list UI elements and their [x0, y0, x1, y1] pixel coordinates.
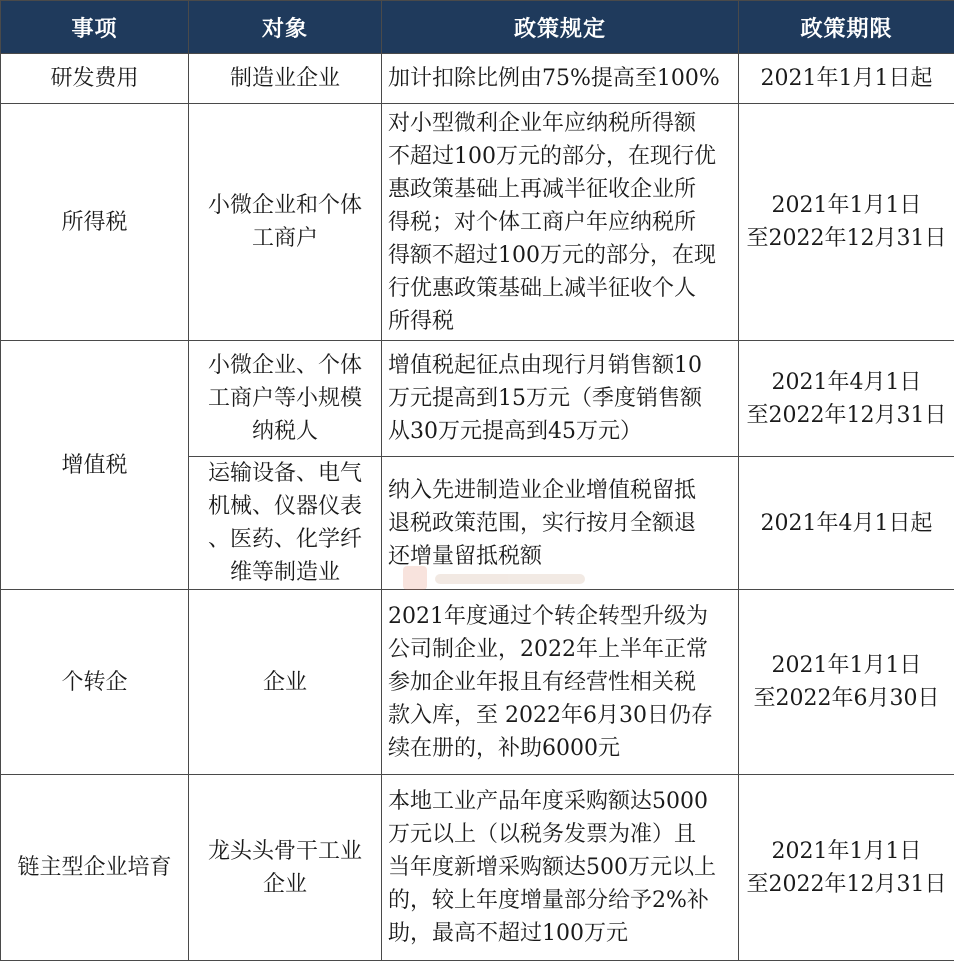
table-row-conversion	[1, 590, 954, 775]
cell-period-vat-1: 2021年4月1日 至2022年12月31日	[739, 341, 954, 457]
cell-policy-conversion: 2021年度通过个转企转型升级为 公司制企业，2022年上半年正常 参加企业年报且有经营性相关税 款入库，至 2022年6月30日仍存 续在册的，补助6000元	[382, 590, 739, 775]
cell-period-income-tax: 2021年1月1日 至2022年12月31日	[739, 104, 954, 341]
header-target: 对象	[189, 1, 382, 54]
cell-period-chain: 2021年1月1日 至2022年12月31日	[739, 775, 954, 961]
cell-target-income-tax: 小微企业和个体 工商户	[189, 104, 382, 341]
header-row	[1, 1, 954, 54]
cell-policy-chain: 本地工业产品年度采购额达5000 万元以上（以税务发票为准）且 当年度新增采购额达500万元以上 的，较上年度增量部分给予2%补 助，最高不超过100万元	[382, 775, 739, 961]
cell-period-vat-2: 2021年4月1日起	[739, 457, 954, 590]
cell-target-conversion: 企业	[189, 590, 382, 775]
cell-target-chain: 龙头头骨干工业 企业	[189, 775, 382, 961]
header-policy: 政策规定	[382, 1, 739, 54]
cell-item-income-tax: 所得税	[1, 104, 189, 341]
cell-period-conversion: 2021年1月1日 至2022年6月30日	[739, 590, 954, 775]
cell-policy-income-tax: 对小型微利企业年应纳税所得额 不超过100万元的部分，在现行优 惠政策基础上再减半征收企业所 得税；对个体工商户年应纳税所 得额不超过100万元的部分，在现 行优惠政策基础上减半征收个人 所得税	[382, 104, 739, 341]
cell-policy-vat-1: 增值税起征点由现行月销售额10 万元提高到15万元（季度销售额 从30万元提高到45万元）	[382, 341, 739, 457]
header-period: 政策期限	[739, 1, 954, 54]
cell-target-rd: 制造业企业	[189, 54, 382, 104]
cell-period-rd: 2021年1月1日起	[739, 54, 954, 104]
table-row-rd	[1, 54, 954, 104]
cell-item-vat: 增值税	[1, 341, 189, 590]
cell-item-chain: 链主型企业培育	[1, 775, 189, 961]
header-item: 事项	[1, 1, 189, 54]
cell-item-conversion: 个转企	[1, 590, 189, 775]
table-header	[1, 1, 954, 54]
cell-target-vat-2: 运输设备、电气 机械、仪器仪表 、医药、化学纤 维等制造业	[189, 457, 382, 590]
cell-policy-vat-2: 纳入先进制造业企业增值税留抵 退税政策范围，实行按月全额退 还增量留抵税额	[382, 457, 739, 590]
table-body	[1, 54, 954, 961]
cell-target-vat-1: 小微企业、个体 工商户等小规模 纳税人	[189, 341, 382, 457]
table-row-chain	[1, 775, 954, 961]
cell-item-rd: 研发费用	[1, 54, 189, 104]
table-row-income-tax	[1, 104, 954, 341]
table-row-vat-1	[1, 341, 954, 457]
cell-policy-rd: 加计扣除比例由75%提高至100%	[382, 54, 739, 104]
